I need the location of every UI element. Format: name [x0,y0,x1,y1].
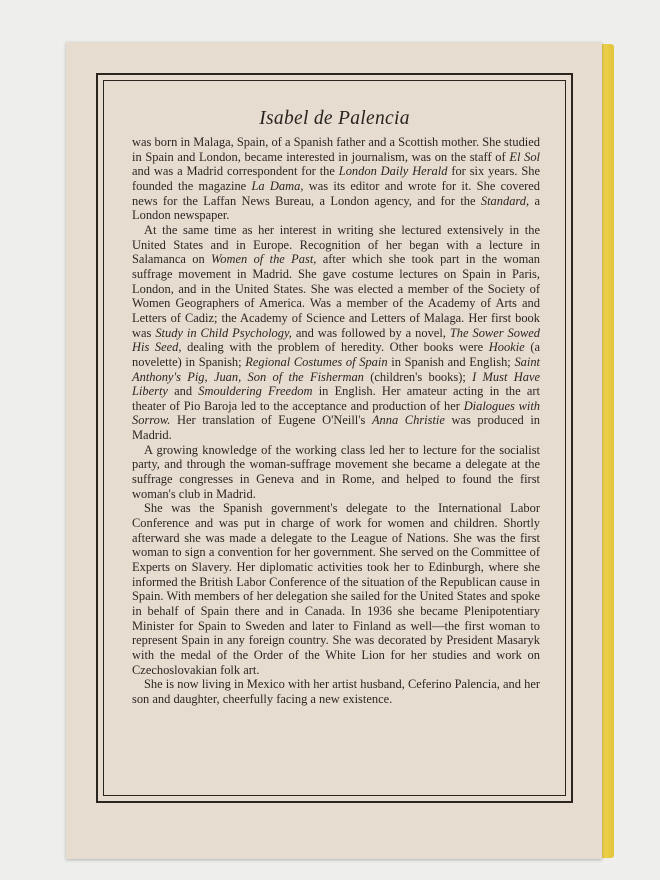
bio-text-run: and was a Madrid correspondent for the [132,164,339,179]
bio-paragraph-2 [132,223,540,443]
bio-paragraph-5 [132,677,540,706]
author-biography [132,135,540,707]
bio-text-run: was produced in Madrid. [132,413,540,443]
bio-text-run: (children's books); [363,369,473,384]
bio-text-run: was born in Malaga, Spain, of a Spanish father and a Scottish mother. She studied in Spain and London, became interested in journalism, was on the staff of [132,135,540,164]
italic-title-text: Standard, [480,193,530,208]
bio-text-run: in Spanish and English; [387,354,515,369]
bio-text-run: was its editor and wrote for it. She covered news for the Laffan News Bureau, a London agency, and for the [132,178,540,208]
bio-text-run: dealing with the problem of heredity. Other books were [181,340,489,355]
italic-title-text: Hookie [488,340,525,355]
bio-text-run: (a novelette) in Spanish; [132,340,540,369]
italic-title-text: Regional Costumes of Spain [245,354,388,369]
italic-title-text: Saint Anthony's Pig, Juan, Son of the Fisherman [132,354,541,384]
bio-text-run: A growing knowledge of the working class led her to lecture for the socialist party, and through the woman-suffrage movement she became a delegate at the suffrage congresses in Geneva and in Rome, and helped to found the first woman's club in Madrid. [132,442,540,501]
bio-text-run: She is now living in Mexico with her artist husband, Ceferino Palencia, and her son and daughter, cheerfully facing a new existence. [132,677,540,706]
italic-title-text: La Dama, [251,178,304,193]
bio-text-run: She was the Spanish government's delegate to the International Labor Conference and was put in charge of work for women and children. Shortly afterward she was made a delegate to the League of Nations. She was the first woman to sign a convention for her government. She served on the Committee of Experts on Slavery. Her diplomatic activities took her to Edinburgh, where she informed the British Labor Conference of the situation of the Republican cause in Spain. With members of her delegation she sailed for the United States and spoke in behalf of Spain there and in Canada. In 1936 she became Plenipotentiary Minister for Spain to Sweden and later to Finland as well—the first woman to represent Spain in any foreign country. She was decorated by President Masaryk with the medal of the Order of the White Lion for her studies and work on Czechoslovakian folk art. [132,501,540,677]
bio-text-run: in English. Her amateur acting in the art theater of Pio Baroja led to the acceptance and production of her [132,384,540,413]
bio-text-run: a London newspaper. [132,193,540,223]
bio-text-run: At the same time as her interest in writing she lectured extensively in the United States and in Europe. Recognition of her began with a lecture in Salamanca on [132,222,540,267]
italic-title-text: Dialogues with Sorrow. [132,398,540,428]
italic-title-text: Smouldering Freedom [198,384,313,399]
italic-title-text: I Must Have Liberty [132,369,540,399]
italic-title-text: The Sower Sowed His Seed, [132,325,541,355]
italic-title-text: El Sol [509,149,541,164]
bio-text-run: for six years. She founded the magazine [132,164,540,193]
bio-paragraph-1 [132,135,540,223]
bio-text-run: Her translation of Eugene O'Neill's [170,413,372,428]
italic-title-text: London Daily Herald [338,164,448,179]
italic-title-text: Women of the Past, [211,252,317,267]
bio-text-run: and [167,384,199,399]
italic-title-text: Anna Christie [371,413,445,428]
bio-text-run: after which she took part in the woman suffrage movement in Madrid. She gave costume lectures on Spain in Paris, London, and in the United States. She was elected a member of the Society of Women Geographers of America. Was a member of the Academy of Arts and Letters of Cadiz; the Academy of Science and Letters of Malaga. Her first book was [132,252,540,340]
italic-title-text: Study in Child Psychology, [155,325,292,340]
bio-text-run: and was followed by a novel, [291,325,450,340]
bio-paragraph-3 [132,443,540,502]
bio-paragraph-4 [132,501,540,677]
author-name-heading: Isabel de Palencia [259,108,410,129]
